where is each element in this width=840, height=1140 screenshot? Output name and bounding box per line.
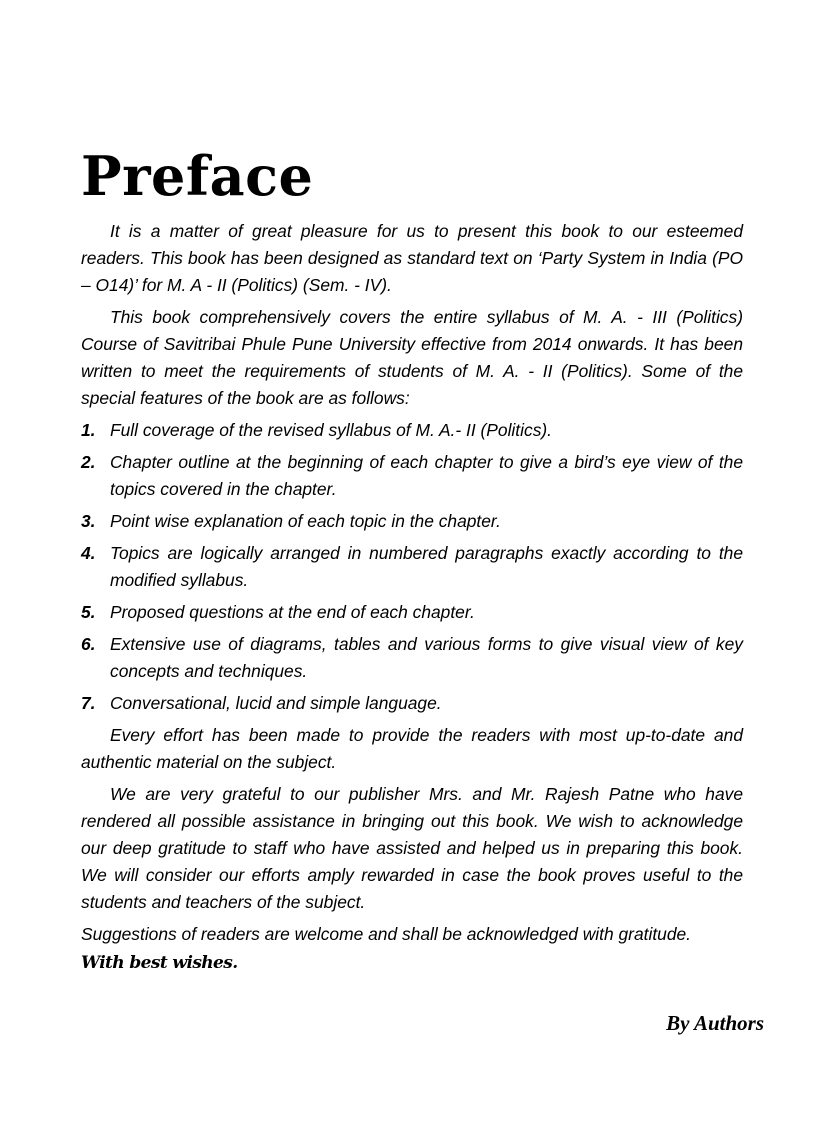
- list-item-number: 7.: [81, 693, 96, 713]
- list-item-text: Conversational, lucid and simple language.: [110, 693, 442, 713]
- list-item-number: 5.: [81, 602, 96, 622]
- authors-signature: By Authors: [666, 1011, 764, 1035]
- list-item: [81, 417, 743, 444]
- list-item-number: 2.: [81, 452, 96, 472]
- list-item: [81, 508, 743, 535]
- list-item-text: Proposed questions at the end of each chapter.: [110, 602, 475, 622]
- list-item-text: Point wise explanation of each topic in the chapter.: [110, 511, 501, 531]
- intro-paragraph-1: It is a matter of great pleasure for us to present this book to our esteemed readers. This book has been designed as standard text on ‘Party System in India (PO – O14)’ for M. A - II (Politics) (Sem. - IV).: [81, 221, 743, 295]
- list-item-text: Chapter outline at the beginning of each chapter to give a bird’s eye view of the topics covered in the chapter.: [110, 452, 743, 499]
- list-item-number: 6.: [81, 634, 96, 654]
- list-item: [81, 599, 743, 626]
- suggestions-paragraph: Suggestions of readers are welcome and shall be acknowledged with gratitude.: [81, 924, 692, 944]
- page-title: Preface: [81, 144, 314, 208]
- intro-paragraph-2: This book comprehensively covers the entire syllabus of M. A. - III (Politics) Course of Savitribai Phule Pune University effective from 2014 onwards. It has been written to meet the requirements of students of M. A. - II (Politics). Some of the special features of the book are as follows:: [81, 307, 743, 408]
- preface-page: [81, 138, 743, 975]
- list-item: [81, 631, 743, 685]
- preface-body: [81, 218, 743, 948]
- list-item-number: 1.: [81, 420, 96, 440]
- list-item: [81, 690, 743, 717]
- signoff: With best wishes.: [81, 953, 238, 973]
- list-item: [81, 449, 743, 503]
- list-item-text: Full coverage of the revised syllabus of M. A.- II (Politics).: [110, 420, 553, 440]
- outro-paragraph-2: We are very grateful to our publisher Mrs. and Mr. Rajesh Patne who have rendered all possible assistance in bringing out this book. We wish to acknowledge our deep gratitude to staff who have assisted and helped us in preparing this book. We will consider our efforts amply rewarded in case the book proves useful to the students and teachers of the subject.: [81, 784, 743, 912]
- outro-paragraph-1: Every effort has been made to provide the readers with most up-to-date and authentic material on the subject.: [81, 725, 743, 772]
- list-item-number: 4.: [81, 543, 96, 563]
- list-item: [81, 540, 743, 594]
- list-item-text: Extensive use of diagrams, tables and various forms to give visual view of key concepts and techniques.: [110, 634, 743, 681]
- list-item-number: 3.: [81, 511, 96, 531]
- list-item-text: Topics are logically arranged in numbered paragraphs exactly according to the modified syllabus.: [110, 543, 743, 590]
- features-list: [81, 417, 743, 717]
